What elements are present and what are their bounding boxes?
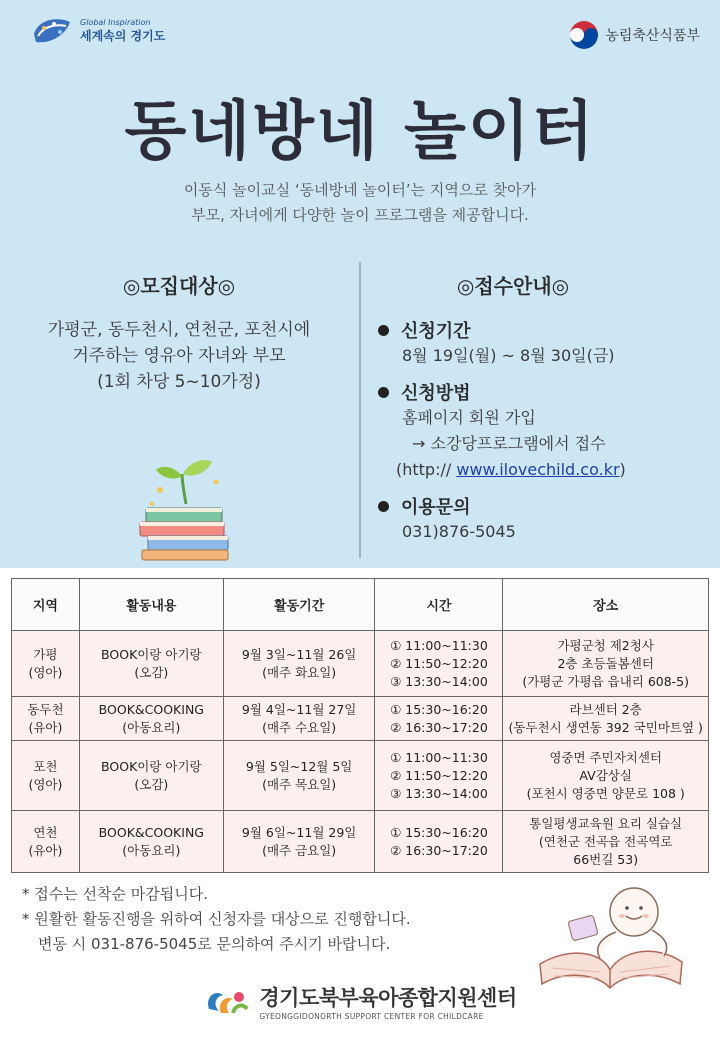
contact-item [378,493,708,545]
cell-period: 9월 6일~11월 29일 (매주 금요일) [223,811,375,873]
homepage-link[interactable]: www.ilovechild.co.kr [456,460,620,479]
cell-region: 포천 (영아) [12,741,80,811]
note-line: 변동 시 031-876-5045로 문의하여 주시기 바랍니다. [38,935,391,953]
cell-period: 9월 4일~11월 27일 (매주 수요일) [223,697,375,741]
apply-section [378,270,708,545]
logo-tagline: Global Inspiration [80,18,151,27]
table-row [12,697,709,741]
childcare-center-emblem-icon [203,983,251,1021]
ministry-logo [569,20,700,50]
recruit-line: 거주하는 영유아 자녀와 부모 [72,346,286,366]
cell-place: 가평군청 제2청사 2층 초등돌봄센터 (가평군 가평읍 읍내리 608-5) [503,631,709,697]
center-name-en: GYEONGGIDONORTH SUPPORT CENTER FOR CHILDCARE [259,1012,484,1021]
url-line [378,457,708,483]
books-sprout-icon [132,452,240,562]
table-row [12,631,709,697]
method-label: 신청방법 [401,383,471,404]
cell-times: ① 11:00~11:30 ② 11:50~12:20 ③ 13:30~14:00 [375,631,503,697]
cell-place: 영중면 주민자치센터 AV감상실 (포천시 영중면 양문로 108 ) [503,741,709,811]
cell-content: BOOK이랑 아기랑 (오감) [79,741,223,811]
apply-heading: ◎접수안내◎ [456,274,570,298]
recruit-heading: ◎모집대상◎ [122,274,236,298]
center-name: 경기도북부육아종합지원센터 [259,986,517,1010]
cell-content: BOOK&COOKING (아동요리) [79,811,223,873]
notes [22,882,411,957]
gyeonggi-logo [30,14,165,48]
period-label: 신청기간 [401,321,471,342]
ministry-name: 농림축산식품부 [605,28,700,44]
cell-times: ① 11:00~11:30 ② 11:50~12:20 ③ 13:30~14:00 [375,741,503,811]
footer-logo [0,982,720,1021]
method-item [378,379,708,483]
period-value: 8월 19일(월) ~ 8월 30일(금) [402,346,615,365]
cell-period: 9월 3일~11월 26일 (매주 화요일) [223,631,375,697]
poster-title: 동네방네 놀이터 [124,95,596,169]
logo-name: 세계속의 경기도 [80,29,166,43]
table-row [12,741,709,811]
method-line: → 소강당프로그램에서 접수 [412,434,606,453]
note-line: * 접수는 선착순 마감됩니다. [22,885,208,903]
cell-times: ① 15:30~16:20 ② 16:30~17:20 [375,697,503,741]
url-suffix: ) [619,460,626,479]
recruit-section [0,270,358,395]
table-row [12,811,709,873]
table-header-row [12,579,709,631]
subtitle-line: 이동식 놀이교실 ‘동네방네 놀이터’는 지역으로 찾아가 [183,181,537,199]
period-item [378,317,708,369]
cell-content: BOOK&COOKING (아동요리) [79,697,223,741]
poster-subtitle [0,178,720,228]
contact-label: 이용문의 [401,497,471,518]
cell-period: 9월 5일~12월 5일 (매주 목요일) [223,741,375,811]
cell-place: 라브센터 2층 (동두천시 생연동 392 국민마트옆 ) [503,697,709,741]
subtitle-line: 부모, 자녀에게 다양한 놀이 프로그램을 제공합니다. [191,206,529,224]
taegeuk-icon [569,20,599,50]
header-time: 시간 [375,579,503,631]
method-line: 홈페이지 회원 가입 [402,408,536,427]
contact-phone: 031)876-5045 [402,522,516,541]
cell-region: 동두천 (유아) [12,697,80,741]
reading-child-icon [530,872,690,992]
header-content: 활동내용 [79,579,223,631]
note-line: * 원활한 활동진행을 위하여 신청자를 대상으로 진행합니다. [22,910,411,928]
cell-times: ① 15:30~16:20 ② 16:30~17:20 [375,811,503,873]
cell-place: 통일평생교육원 요리 실습실 (연천군 전곡읍 전곡역로 66번길 53) [503,811,709,873]
gyeonggi-emblem-icon [30,14,74,48]
bullet-icon [378,501,389,512]
cell-region: 가평 (영아) [12,631,80,697]
recruit-line: (1회 차당 5~10가정) [97,372,261,392]
recruit-line: 가평군, 동두천시, 연천군, 포천시에 [47,320,311,340]
header-place: 장소 [503,579,709,631]
schedule-table [11,578,709,873]
cell-content: BOOK이랑 아기랑 (오감) [79,631,223,697]
cell-region: 연천 (유아) [12,811,80,873]
url-prefix: (http:// [396,460,452,479]
bullet-icon [378,387,389,398]
header-period: 활동기간 [223,579,375,631]
header-region: 지역 [12,579,80,631]
column-divider [359,262,361,558]
bullet-icon [378,325,389,336]
